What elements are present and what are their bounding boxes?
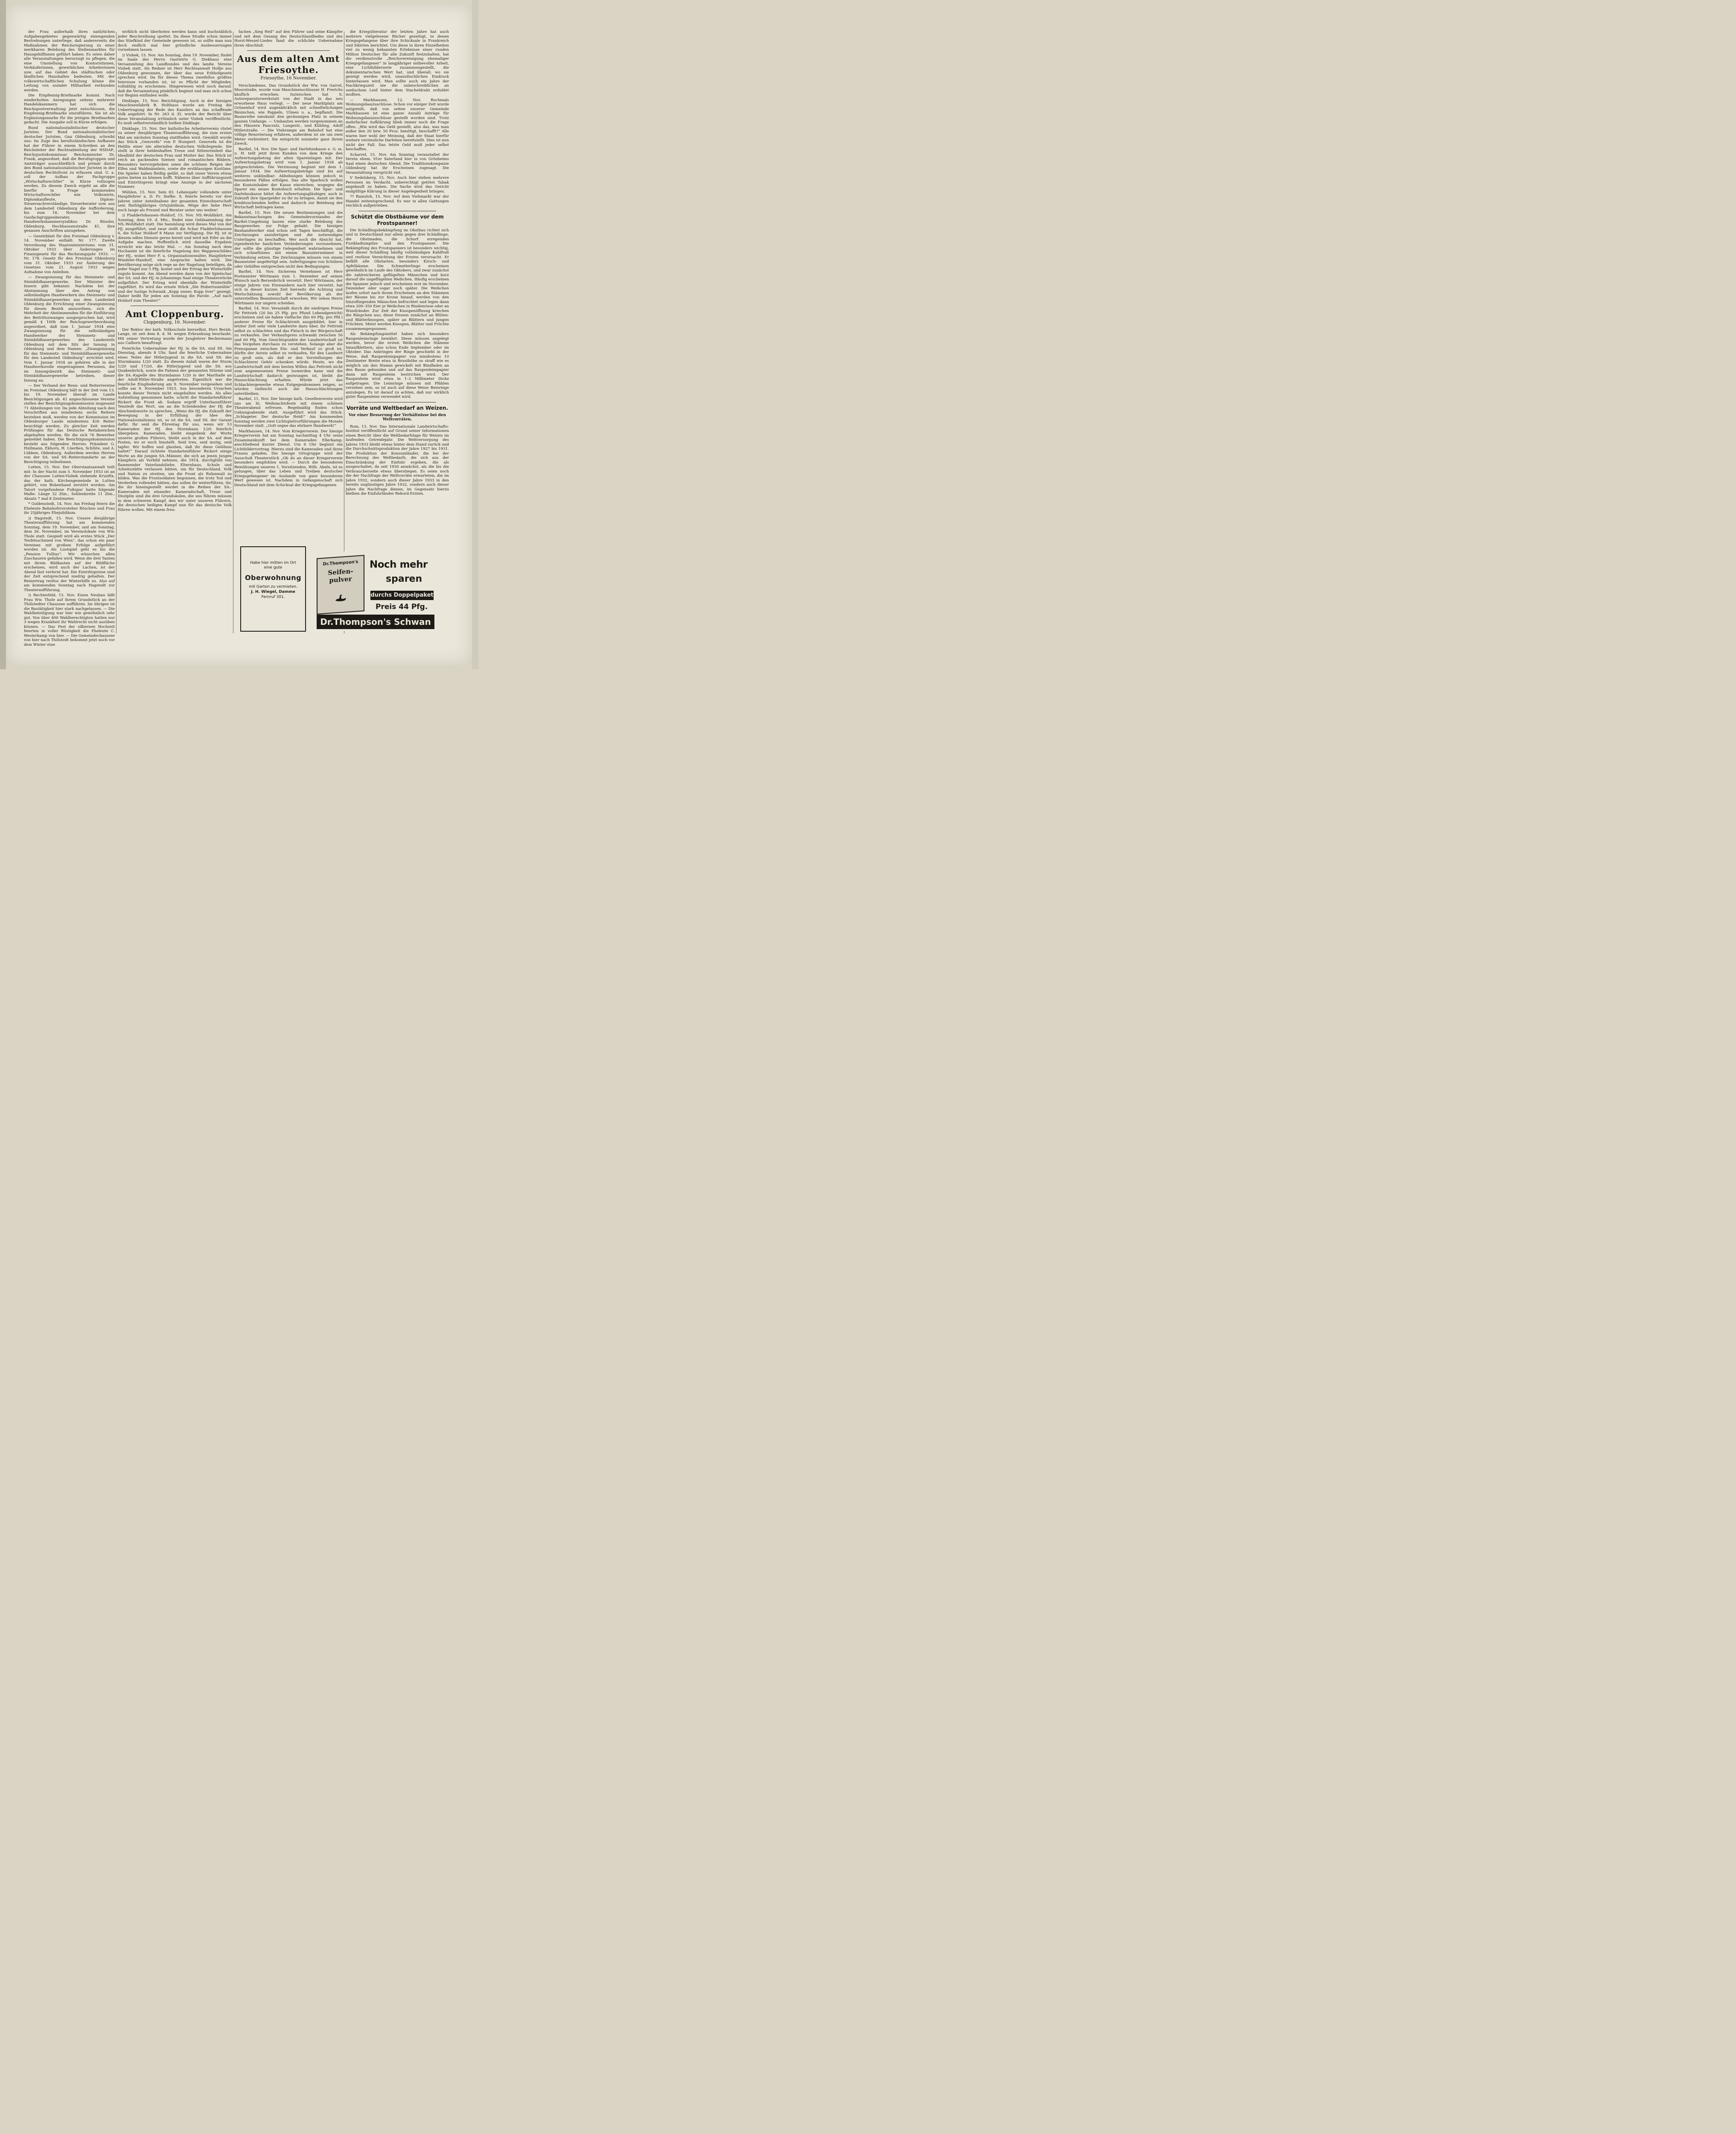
pack-brand: Dr.Thompson's	[323, 560, 358, 567]
ad-brand-footer: Dr.Thompson's Schwan	[317, 615, 434, 629]
apartment-ad	[240, 546, 306, 632]
article-paragraph: Dinklage, 15. Nov. Berichtigung. Auch in der hiesigen Maschinenfabrik B. Holthaus wurde am Freitag die Uebertragung der Rede des Kanzlers an das schaffende Volk angehört. In Nr. 263 d. Zt. wurde der Bericht über diese Veranstaltung irrtümlich unter Visbek veröffentlicht. Es muß selbstverständlich heißen Dinklage.	[118, 99, 232, 125]
article-paragraph: — Gesetzblatt für den Freistaat Oldenburg v. 14. November enthält: Nr. 177. Zweite Verordnung des Staatsministeriums vom 31. Oktober 1933 über Änderungen im Finanzgesetz für das Rechnungsjahr 1933. — Nr. 178. Gesetz für den Freistaat Oldenburg vom 31. Oktober 1933 zur Änderung des Gesetzes vom 21. August 1933 wegen Aufnahme von Anleihen.	[24, 234, 115, 274]
ad-banner: durchs Doppelpaket	[370, 591, 434, 600]
swan-icon	[334, 593, 348, 603]
article-paragraph: Barßel, 14. Nov. Sicherem Vernehmen ist Herr Postmeister Wörtmann zum 1. Dezember auf seinen Wunsch nach Bersenbrück versetzt. Herr Wörtmann, der einige Jahren von Einwandern nach hier versetzt, hat sich in dieser kurzen Zeit hierseits die Achtung und Wertschätzung sowohl der Bevölkerung als der unterstellten Beamtenschaft erworben. Wir sehen Herrn Wörtmann nur ungern scheiden.	[234, 270, 343, 306]
pack-name: Seifen-pulver	[328, 567, 353, 584]
article-paragraph: wirklich nicht überboten werden kann und buchstäblich jeder Beschreibung spottet. Da diese Straße schon immer das Stiefkind der Gemeinde gewesen ist, so sollte man nun doch endlich mal hier gründliche Ausbesserungen vornehmen lassen.	[118, 30, 232, 52]
article-paragraph: — Markhausen, 12. Nov. Rochmals Wohnungsbauzuschüsse. Schon vor einiger Zeit wurde mitgeteilt, daß von seiten unserer Gemeinde Markhausen ist eine ganze Anzahl Anträge für Wohnungsbauzuschüsse gestellt worden sind. Trotz mehrfacher Aufklärung blieb immer noch die Frage offen: „Wie wird das Geld gestellt, also das, was man außer den 20 bzw. 50 Proz. benötigt, beschafft?“ Alle waren hier wohl der Meinung, daß der Staat hierfür weitere verzinsliche Darlehen bereitstellt. Dies ist nun nicht der Fall. Das letzte Geld muß jeder selbst beschaffen.	[346, 98, 449, 152]
ad-headline: Noch mehr	[370, 559, 428, 570]
column-3	[234, 30, 343, 542]
section-divider	[247, 50, 330, 51]
ad-detail: mit Garten zu vermieten.	[249, 585, 297, 589]
article-paragraph: Barßel, 11. Nov. Der hiesige kath. Gesellenverein wird uns am hl. Weihnachtsfeste mit einem schönen Theaterabend erfreuen. Regelmäßig finden schon Uebungsabende statt. Ausgeführt wird das Stück: „Schlageter. Der deutsche Held!“ Am kommenden Sonntag werden zwei Lichtspielvorführungen die Monate November statt. „Gott segne das ehrbare Handwerk!“	[234, 397, 343, 428]
article-paragraph: — Zwangsinnung für das Steinmetz- und Steinbildhauergewerbe. Der Minister des Innern gibt bekannt: Nachdem bei der Abstimmung über den Antrag von selbständigen Handwerkern des Steinmetz- und Steinbildhauergewerbes aus dem Landesteil Oldenburg die Errichtung einer Zwangsinnung für diesen Bezirk anzuordnen, sich die Mehrheit der Abstimmenden für die Einführung des Beitrittszwanges ausgesprochen hat, wird gemäß § 100b der Reichsgewerbeordnung angeordnet, daß zum 1. Januar 1934 eine Zwangsinnung für die selbständigen Handwerker des Steinmetz- und Steinbildhauergewerbes des Landesteils Oldenburg mit dem Sitz der Innung in Oldenburg und dem Namen: „Zwangsinnung für das Steinmetz- und Steinbildhauergewerbe für den Landesteil Oldenburg“ errichtet wird. Vom 1. Januar 1934 an gehören alle in der Handwerksrolle eingetragenen Personen, die im Innungsbezirk das Steinmetz- und Steinbildhauergewerbe betreiben, dieser Innung an.	[24, 275, 115, 383]
article-paragraph: Als Bekämpfungsmittel haben sich besonders Raupenleimringe bewährt. Diese müssen angelegt werden, bevor die ersten Weibchen die Stämme hinaufklettern, also schon Ende September oder im Oktober. Das Anbringen der Ringe geschieht in der Weise, daß Raupenleimpapier von mindestens 10 Zentimeter Breite etwa in Brusthöhe so straff wie es möglich um den Stamm gewickelt mit Bindfaden an den Baum gebunden und auf das Raupenleimpapier dann mit Raupenleim bestrichen wird. Der Raupenleim wird etwa in 1–2 Millimeter Dicke aufgetragen. Die Leimringe müssen mit Pfählen versehen sein, so ist auch auf diese Weise Beinringe anzulegen. Es ist darauf zu achten, daß nur wirklich guter Raupenleim verwendet wird.	[346, 332, 449, 399]
article-paragraph: )) Rechterfeld, 15. Nov. Einen Neubau läßt Frau Ww. Thole auf ihrem Grundstück an der Thölstedter Chaussee aufführen. Im übrigen ist die Bautätigkeit hier stark nachgelassen. — Die Wahlbeteiligung war hier wie gewöhnlich sehr gut. Von über 400 Wahlberechtigten hatten nur 3 wegen Krankheit ihr Wahlrecht nicht ausüben können. — Das Fest der silbernen Hochzeit feierten in voller Rüstigkeit die Eheleute C. Westerkamp von hier. — Die Gemeindechaussee von hier nach Thölstedt bekommt jetzt noch vor dem Winter eine	[24, 593, 115, 647]
box-heading: Vorräte und Weltbedarf an Weizen.	[346, 405, 449, 411]
article-paragraph: die Kriegsliteratur der letzten Jahre hat auch mehrere vielgelesene Bücher gezeitigt, in denen Kriegsgefangene über ihre Schicksale in Frankreich und Sibirien berichtet. Um diese in ihren Einzelheiten viel zu wenig bekannten Erlebnisse einer runden Million Deutscher für alle Zukunft festzuhalten, hat die verdienstvolle „Reichsvereinigung ehemaliger Kriegsgefangener“ in langjähriger mühevoller Arbeit, eine Lichtbilderserie zusammengestellt, die dokumentarischen Wert hat, und überall, wo sie gezeigt werden wird, unauslöschlichen Eindruck hinterlassen wird. Man sollte auch ein Jahre der Nachkriegszeit nie die unbeschreiblichen an seelischem Leid hinter dem Stacheldraht erduldet mußten.	[346, 30, 449, 97]
soap-powder-ad	[311, 551, 434, 631]
article-paragraph: Lutten, 15. Nov. Der Oberstaatsanwalt teilt mit: In der Nacht zum 5. November 1933 ist an der Chaussee Lutten-Visbek stehende Kruzifix, das der kath. Kirchengemeinde in Lutten gehört, von Bubenhand zerstört worden. Am Tatort vorgefundene Fußspur hatte folgende Maße: Länge 32 Ztm., Sohlenbreite 11 Ztm., Absatz 7 mal 8 Zentimeter.	[24, 465, 115, 501]
article-paragraph: Mühlen, 15. Nov. Sein 83. Lebensjahr vollendete unter Hauptlehrer a. D. Fr. Siefke. S. feierte bereits vor drei Jahren unter Anteilnahme der gesamten Einwohnerschaft sein fünfzigjähriges Ortsjubiläum. Möge der liebe Herr noch lange als Freund und Berater unter uns weilen!	[118, 190, 232, 213]
box-subheading: Vor einer Besserung der Verhältnisse bei den Weltvorräten.	[348, 413, 446, 422]
article-paragraph: * Goldenstedt, 14. Nov. Am Freitag feiern die Eheleute Bahnhofsvorsteher Röschen und Frau ihr 25jähriges Ehejubiläum.	[24, 502, 115, 515]
box-heading: Schützt die Obstbäume vor dem Frostspanner!	[351, 213, 444, 226]
article-paragraph: Barßel, 14. Nov. Veranlaßt durch die niedrigen Preise für Fettvieh (20 bis 25 Pfg. pro Pfund Lebendgewicht) erscheinen und sie haben vielfache (bis 60 Pfg. pro Pfd.) anderer Preise für Schlachtvieh ausgebildet, hier in letzter Zeit sehr viele Landwirte dazu über, ihr Fettvieh selbst zu schlachten und das Fleisch in der Bürgerschaft zu verkaufen. Der Verkaufspreis schwankt zwischen 50 und 60 Pfg. Vom Gesichtspunkte der Landwirtschaft ist das Vorgehen durchaus zu verstehen. Solange aber die Preisspanne zwischen Ein- und Verkauf so groß ist, dürfte der Anreiz selbst zu verkaufen, für den Landwirt zu groß sein, als daß er den Vorstellungen der Schlachterei Gehör schenken würde. Heute, wo die Landwirtschaft mit dem besten Willen das Fettvieh nicht zum angemessenen Preise loswerden kann und die Landwirtschaft dadurch gezwungen ist, bleibt die Hausschlachtung erhalten. Würde jetzt das Schlachtergewerbe etwas Entgegenkommen zeigen, so würden vielleicht auch die Hausschlachtungen unterbleiben.	[234, 306, 343, 396]
article-paragraph: Scharrel, 15. Nov. Am Sonntag veranstaltet der Verein ehem. 91er Saterland hier in von Grönheims Saal einen deutschen Abend. Die Traditionskompanie Oldenburg hat ihr Erscheinen zugesagt. Die Veranstaltung verspricht viel.	[346, 152, 449, 175]
article-paragraph: Rom, 13. Nov. Das Internationale Landwirtschafts-Institut veröffentlicht auf Grund seiner Informationen einen Bericht über die Weltbedarfslage für Weizen im laufenden Getreidejahr. Die Weltversorgung des Jahres 1933 bleibt etwas hinter dem Stand zurück und die Durchschnittsproduktion der Jahre 1927 bis 1931. Die Produktion der Konsumländer, die bei der Berechnung des Weltbedarfs, die sich aus der Einschränkung der Einfuhr ergeben, die als ausgeschaltet, da seit 1930 anwächst, als die bis die Verbraucherseite etwas überstiegen. Es seien noch die der Nachfrage der Weltvorräte erwarteten, die im Jahre 1932, sondern auch dieser Jahre 1933 in den bereits ungünstigen Jahre 1932, sondern auch dieser Jahre die Nachfrage dienen, im Gegensatz hierzu bleiben die Einfuhrländer Rekord-Ernten.	[346, 424, 449, 496]
column-rule	[116, 32, 117, 633]
ad-line: eine gute	[264, 566, 283, 570]
ad-price: Preis 44 Pfg.	[376, 603, 428, 611]
article-paragraph: )) Fladderlohausen–Holdorf, 15. Nov. NS.-Wohlfahrt. Am Sonntag, dem 19. d. Mts., findet eine Geldsammlung der NS.-Wohlfahrt statt. Die Sammlung wird dieses Mal von der HJ. ausgeführt, und zwar stellt die Schar Fladderlohausen 6, die Schar Holdorf 8 Mann zur Verfügung. Die HJ. ist in diesem edlen Dienste gerne bereit und wird mit Eifer an die Aufgabe machen. Hoffentlich wird dasselbe Ergebnis erreicht wie das letzte Mal. — Am Sonntag nach dem Hochamte ist die feierliche Nagelung des Wappenschildes der HJ., wobei Herr F. u. Organisationswalter, Hauptlehrer Windeler-Handorf, eine Ansprache halten wird. Die Bevölkerung möge sich rege an der Nagelung beteiligen, da jeder Nagel nur 5 Pfg. kostet und der Ertrag der Winterhilfe zugute kommt. Am Abend werden dann von der Spielschar der SA. und der HJ. in Johannings Saal einige Theaterstücke aufgeführt. Der Ertrag wird ebenfalls der Winterhilfe zugeführt. Es wird das ernste Stück „Die Hubertusmühle“ und der lustige Schwank „Kopp unner, Kopp över“ gezeigt. Daher heißt für jeden am Sonntag die Parole: „Auf nach Holdorf zum Theater!“	[118, 213, 232, 303]
ad-headline: sparen	[386, 574, 422, 584]
ad-advertiser: J. H. Wiegel, Damme	[251, 590, 295, 594]
article-paragraph: Der Rektor der kath. Volksschule hierselbst, Herr Bernh. Lange, ist seit dem 8. d. M. wegen Erkrankung beurlaubt. Mit seiner Vertretung wurde der Junglehrer Beckermann aus Calhorn beauftragt.	[118, 327, 232, 345]
article-paragraph: Barßel, 15. Nov. Die neuen Bestimmungen und die Bekanntmachungen des Gemeindevorstandes der Barßel-Umgebung lassen eine starke Belebung des Baugewerbes zur Folge gehabt. Die hiesigen Bauhandwerker sind schon seit Tagen beschäftigt, die Zeichnungen anzufertigen und die notwendigen Unterlagen zu beschaffen. Wer noch die Absicht hat, irgendwelche baulichen Veränderungen vorzunehmen, der sollte die günstige Gelegenheit wahrnehmen und sich schnellstens mit einem Bauunternehmer in Verbindung setzen. Die Zeichnungen müssen von einem Baumeister angefertigt sein. Anfertigungen von Schülern oder Gehilfen entsprechen nicht den Bedingungen.	[234, 210, 343, 269]
ad-line: Habe hier mitten im Ort	[250, 561, 296, 565]
article-paragraph: Die Schädlingsbekämpfung im Obstbau richtet sich und in Deutschland nur allem gegen drei Schädlinge, die Obstmaden, die Schorf erregenden Fusikladiumpilze und den Frostspanner. Die Bekämpfung des Frostspanners ist besonders wichtig, weil dieser Schädling häufig vollständigen Kahlfraß und restlose Vernichtung der Ernten verursacht. Er befällt alle Obstarten, besonders Kirsch- und Apfelbäume. Die Schmetterlinge erscheinen gewöhnlich im Laufe des Oktobers, und zwar zunächst die zahlreicheren geflügelten Männchen und kurz darauf die ungeflügelten Weibchen. Häufig erscheinen die Spanner jedoch und erscheinen erst im November, Dezember oder sogar noch später. Die Weibchen laufen sofort nach ihrem Erscheinen an den Stämmen der Bäume bis zur Krone hinauf, werden von den hinzufliegenden Männchen befruchtet und legen dann etwa 200–350 Eier je Weibchen in Rindenrisse oder an Wundränder. Zur Zeit der Knospenöffnung kriechen die Räupchen aus; diese fressen zunächst an Blüten- und Blätterknospen, später an Blättern und jungen Früchten. Meist werden Knospen, Blätter und Früchte zusammengesponnen.	[346, 228, 449, 331]
article-paragraph: Die Einpfennig-Briefmarke kommt. Nach wiederholten Anregungen seitens mehrerer Handelskammern hat sich die Reichspostverwaltung jetzt entschlossen, die Einpfennig-Briefmarke einzuführen. Sie ist als Ergänzungsmarke für die jetzigen Briefmarken gedacht. Die Ausgabe soll in Kürze erfolgen.	[24, 93, 115, 125]
soap-package-image	[317, 555, 364, 615]
article-paragraph: fachen „Sieg Heil“ auf den Führer und seine Kämpfer und mit dem Gesang des Deutschlandliedes und des Horst-Wessel-Liedes fand die schlichte Uebernahme ihren Abschluß.	[234, 30, 343, 48]
column-2	[118, 30, 232, 637]
article-paragraph: Feierliche Uebernahme der HJ. in die SA. und SS. Am Dienstag, abends 8 Uhr, fand die feierliche Uebernahme eines Teiles der Hitlerjugend in die SA. und SS. des Sturmbanns 1/20 statt. Zu diesem Anlaß waren der Sturm 1/20 und 17/20, die Hitlerjugend und die SS. aus Quakenbrück, sowie die Fahnen der genannten Stürme und die SA.-Kapelle des Sturmbanns 1/20 in der Marthalle an der Adolf-Hitler-Straße angetreten. Eigentlich war die feierliche Eingliederung am 9. November vorgesehen und sollte am 9. November 1923. Aus besonderen Ursachen konnte dieser Termin nicht eingehalten werden. Als alles Aufstellung genommen hatte, schritt der Standartenführer Rickert die Front ab. Sodann ergriff Unterbannführer Tenstedt das Wort, um an die Scheidenden der HJ. die Abschiedsworte zu sprechen. „Wenn die HJ. die Zukunft der Bewegung in der Erfüllung der Idee des Nationalsozialismus ist, so ist die SA. und SS. der Garant dafür. Ihr seid die Ehrentag für uns, wenn wir 53 Kameraden der HJ. den Sturmbann 1/20 feierlich übergeben. Kameraden, bleibt eingedenk der Worte unseres großen Führers, bleibt auch in der SA. auf dem Posten, wo er euch hinstellt. Seid treu, seid mutig, seid tapfer. Wir hoffen und glauben, daß ihr diese Gelöbnis haltet!“ Darauf richtete Standartenführer Rickert einige Worte an die jungen SA.-Männer, die sich an jenen jungen Kämpfern als Vorbild nehmen, die 1914, durchglüht von flammender Vaterlandsliebe, Elternhaus, Schule und Arbeitsstätte verlassen hätten, um für Deutschland, Volk und Nation zu streiten, um die Front als Ruhmwall zu bilden. Was die Frontsoldaten begonnen, die trotz Tod und Verderben vollendet hätten, das sollen ihr weiterführen, ihr, die ihr hineingestellt werdet in die Reihen der SA.-Kameraden mit einander. Kameradschaft, Treue und Disziplin sind die drei Grundsäulen, die uns führen müssen in dem schweren Kampf, den wir unter unseren Führern, die deutschen heiligen Kampf nun für das deutsche Volk führen wollen. Mit einem freu-	[118, 346, 232, 512]
article-paragraph: Markhausen, 14. Nov. Vom Kriegerverein. Der hiesige Kriegerverein hat am Sonntag nachmittag 4 Uhr seine Zusammenkunft bei dem Kameraden Ellerkamp; anschließend kurzer Dienst. Um 6 Uhr beginnt ein Lichtbildervortrag. Hierzu sind die Kameraden und ihren Frauen geladen. Die hiesige Ortsgruppe wird der Ausschuß Theaterstück „Ob du an dieser Kriegerverein besonders empfohlen wird. — Durch die besonderen Bemühungen unseres 1. Vorsitzenden, Wilh. Abeln, ist es gelungen, über das Leben und Treiben deutscher Kriegsgefangener im Auslande von ganz besonderen Wert gewesen ist. Nachdem in Gefangenschaft sich Deutschland mit dem Schicksal der Kriegsgefangenen	[234, 429, 343, 487]
article-paragraph: )) Visbek, 15. Nov. Am Sonntag, dem 19. November, findet im Saale des Herrn Gastwirts G. Diekhaus eine Versammlung des Landbundes und des landw. Vereins Visbek statt. Als Redner ist Herr Rechtsanwalt Hollje aus Oldenburg gewonnen, der über das neue Erbhofgesetz sprechen wird. Da für dieses Thema zweifellos größtes Interesse vorhanden ist, ist es Pflicht der Mitglieder, vollzählig zu erscheinen. Hingewiesen wird noch darauf, daß die Versammlung pünktlich beginnt und man sich schon vor Beginn einfinden wolle.	[118, 53, 232, 98]
page-edge	[472, 0, 478, 669]
article-paragraph: — Der Verband der Renn- und Reitervereine im Freistaat Oldenburg hält in der Zeit vom 13. bis 19. November überall im Lande Besichtigungen ab. 41 angeschlossene Vereine stellen der Besichtigungskommission insgesamt 71 Abteilungen vor. Da jede Abteilung nach den Vorschriften aus mindestens sechs Reitern bestehen muß, werden von der Kommission im Oldenburger Lande mindestens 426 Reiter besichtigt werden. Zu gleicher Zeit werden Prüfungen für das Deutsche Reitabzeichen abgehalten werden, für die sich 76 Bewerber gemeldet haben. Die Besichtigungskommission besteht aus folgenden Herren: Präsident G. Hullmann, Ekhorn, H. Lüerßen, Schlüte, und A. Lübben, Oldenburg. Außerdem werden Herren von der SA. und SS.-Reiterstandarte an der Besichtigung teilnehmen.	[24, 384, 115, 464]
article-paragraph: ?? Ramsloh, 15. Nov. Auf dem Viehmarkt war der Handel zeitentsprechend. Es war in allen Gattungen reichlich aufgetrieben.	[346, 195, 449, 208]
article-paragraph: Verschiedenes. Das Grundstück der Ww. von Garrel, Moorstraße, wurde vom Maschinenschlosser H. Frerichs käuflich erworben. Inzwischen hat S. Autoreparaturwerkstatt von der Stadt in das neu erworbene Haus verlegt. — Der neue Marktplatz am Grünenhof wird augenblicklich mit schnellwüchsigen Bäumchen, wie Pappeln, Ulmen u. a., bepflanzt. Die Baumreihe umsäumt den geräumigen Platz in seinem ganzen Umfange. — Umbauten werden vorgenommen an den Häusern Pancratz, Langestr., und Kühling, Adolf Hitlerstraße. — Die Viehrampe am Bahnhof hat eine völlige Renovierung erfahren, außerdem ist sie um zwei Meter verbreitert. Sie entspricht nunmehr ganz ihrem Zweck.	[234, 83, 343, 146]
ad-phone: Fernruf 301.	[261, 595, 285, 599]
dateline: Friesoythe, 16 November.	[260, 76, 317, 81]
article-paragraph: der Frau außerhalb ihres natürlichen Aufgabengebietes gegenwärtig einengenden Bestrebungen unterliege, daß andererseits die Maßnahmen der Reichsregierung zu einer merkbaren Belebung des Stellenmarktes für Hausgehilfinnen geführt haben. Es seien daher alle Veranstaltungen bevorzugt zu pflegen, die eine Umstellung von Kontoristinnen, Verkäuferinnen, gewerblichen Arbeiterinnen usw. auf das Gebiet des städtischen oder ländlichen Haushaltes bedeuten. Mit der volkswirtschaftlichen Schulung könne die Leitung von sozialer Hilfsarbeit verbunden werden.	[24, 30, 115, 93]
ad-headline: Oberwohnung	[245, 574, 302, 582]
section-heading: Aus dem alten Amt Friesoythe.	[237, 53, 340, 75]
dateline: Cloppenburg, 16. November.	[143, 320, 206, 325]
section-heading: Amt Cloppenburg.	[125, 309, 224, 319]
binding-edge	[0, 0, 6, 669]
column-1	[24, 30, 115, 647]
article-paragraph: Dinklage, 15. Nov. Der katholische Arbeiterverein rüstet zu seiner diesjährigen Theateraufführung, die zum ersten Mal am nächsten Sonntag stattfinden wird. Gewählt wurde das Stück „Genovefa“ von P. Humpert. Genovefa ist die Heldin einer nie alternden deutschen Volkslegende. Sie stellt in ihrer heldenhaften Treue und Sittenreinheit das Idealbild der deutschen Frau und Mutter dar. Das Stück ist reich an packenden Szenen und romantischen Bildern. Besonders hervorgehoben seien die schönen Reigen der Elfen und Waldmännlein, sowie die erstklassigen Kostüme. Die Spieler haben fleißig geübt, so daß unser Verein etwas gutes bieten zu können hofft. Näheres über Aufführungszeit und Eintrittspreis bringt eine Anzeige in der nächsten Nummer.	[118, 126, 232, 189]
article-paragraph: Bund nationalsozialistischer deutscher Juristen. Der Bund nationalsozialistischer deutscher Juristen, Gau Oldenburg, schreibt uns: Im Zuge des berufsständischen Aufbaues hat der Führer in einem Schreiben an den Reichsleiter der Rechtsabteilung der NSDAP., Reichsjustizkommissar Reichsminister Dr. Frank, angeordnet, daß die Berufsgruppen und Amtsträger ausschließlich und primär durch den Bund nationalsozialistischer Juristen in der deutschen Rechtsfront zu erfassen sind. U. a. soll der Aufbau der Fachgruppe „Wirtschaftsrechtler“ in Kürze vollzogen werden. Zu diesem Zweck ergeht an alle die hierfür in Frage kommenden Wirtschaftsrechtler wie Volkswirte, Diplomkaufleute, Diplom-Steuersachverständige, Steuerberater usw. aus dem Landesteil Oldenburg die Aufforderung, bis zum 16. November bei dem Gaufachgruppenberater, Handwerkskammersyndikus Dr. Rössler, Oldenburg, Hochhausenstraße 41, ihre genauen Anschriften anzugeben.	[24, 125, 115, 233]
article-paragraph: )) Hagstedt, 15. Nov. Unsere diesjährige Theateraufführung hat am kommenden Sonntag, dem 19. November, und am Sonntag, dem 26. November, im Vereinslokale von Ww. Thole statt. Gespielt wird als erstes Stück „Der Teufelsschmied von Wien“, das schon ein paar Vereinen mit großem Erfolge aufgeführt worden ist. Als Lustspiel geht es bis die „Pension Tullius“. Wir wünschen allen Zuschauern gefallen wird. Wenn die drei Tanten mit ihrem Bildkasten auf der Bildfläche erscheinen, wird auch der Lachen, ist der Abend fast verlernt hat. Die Eintrittspreise sind der Zeit entsprechend niedrig gehalten. Der Reinertrag restlos der Winterhilfe zu. Also auf am kommenden Sonntag nach Hagstedt zur Theateraufführung.	[24, 516, 115, 592]
article-paragraph: Barßel, 14. Nov. Die Spar- und Darlehnskasse e. G. m. u. H. teilt jetzt ihren Kunden von dem Kriege den Aufwertungsbetrag der alten Spareinlagen mit. Der Aufwertungsbetrag wird vom 1. Januar 1934 ab gutgeschrieben. Die Verzinsung beginnt mit dem 1. Januar 1934. Die Aufwertungsbeträge sind bis auf weiteres unkündbar; Abhebungen können jedoch in besonderen Fällen erfolgen. Das alte Sparbuch wollen die Kontoinhaber der Kasse einreichen, wogegen die Sparer ein neues Kontobuch erhalten. Die Spar- und Darlehnskasse bittet die Aufwertungsgläubiger, auch in Zukunft ihre Spargelder zu ihr zu bringen, damit sie den kreditsuchenden helfen und dadurch zur Belebung der Wirtschaft beitragen kann.	[234, 147, 343, 210]
column-4	[346, 30, 449, 542]
article-paragraph: V Sedelsberg, 15. Nov. Auch hier stehen mehrere Personen im Verdacht, unberechtigt getötet Tabak angekauft zu haben. Die Sache wird das Gericht endgültige Klärung in dieser Angelegenheit bringen.	[346, 176, 449, 194]
